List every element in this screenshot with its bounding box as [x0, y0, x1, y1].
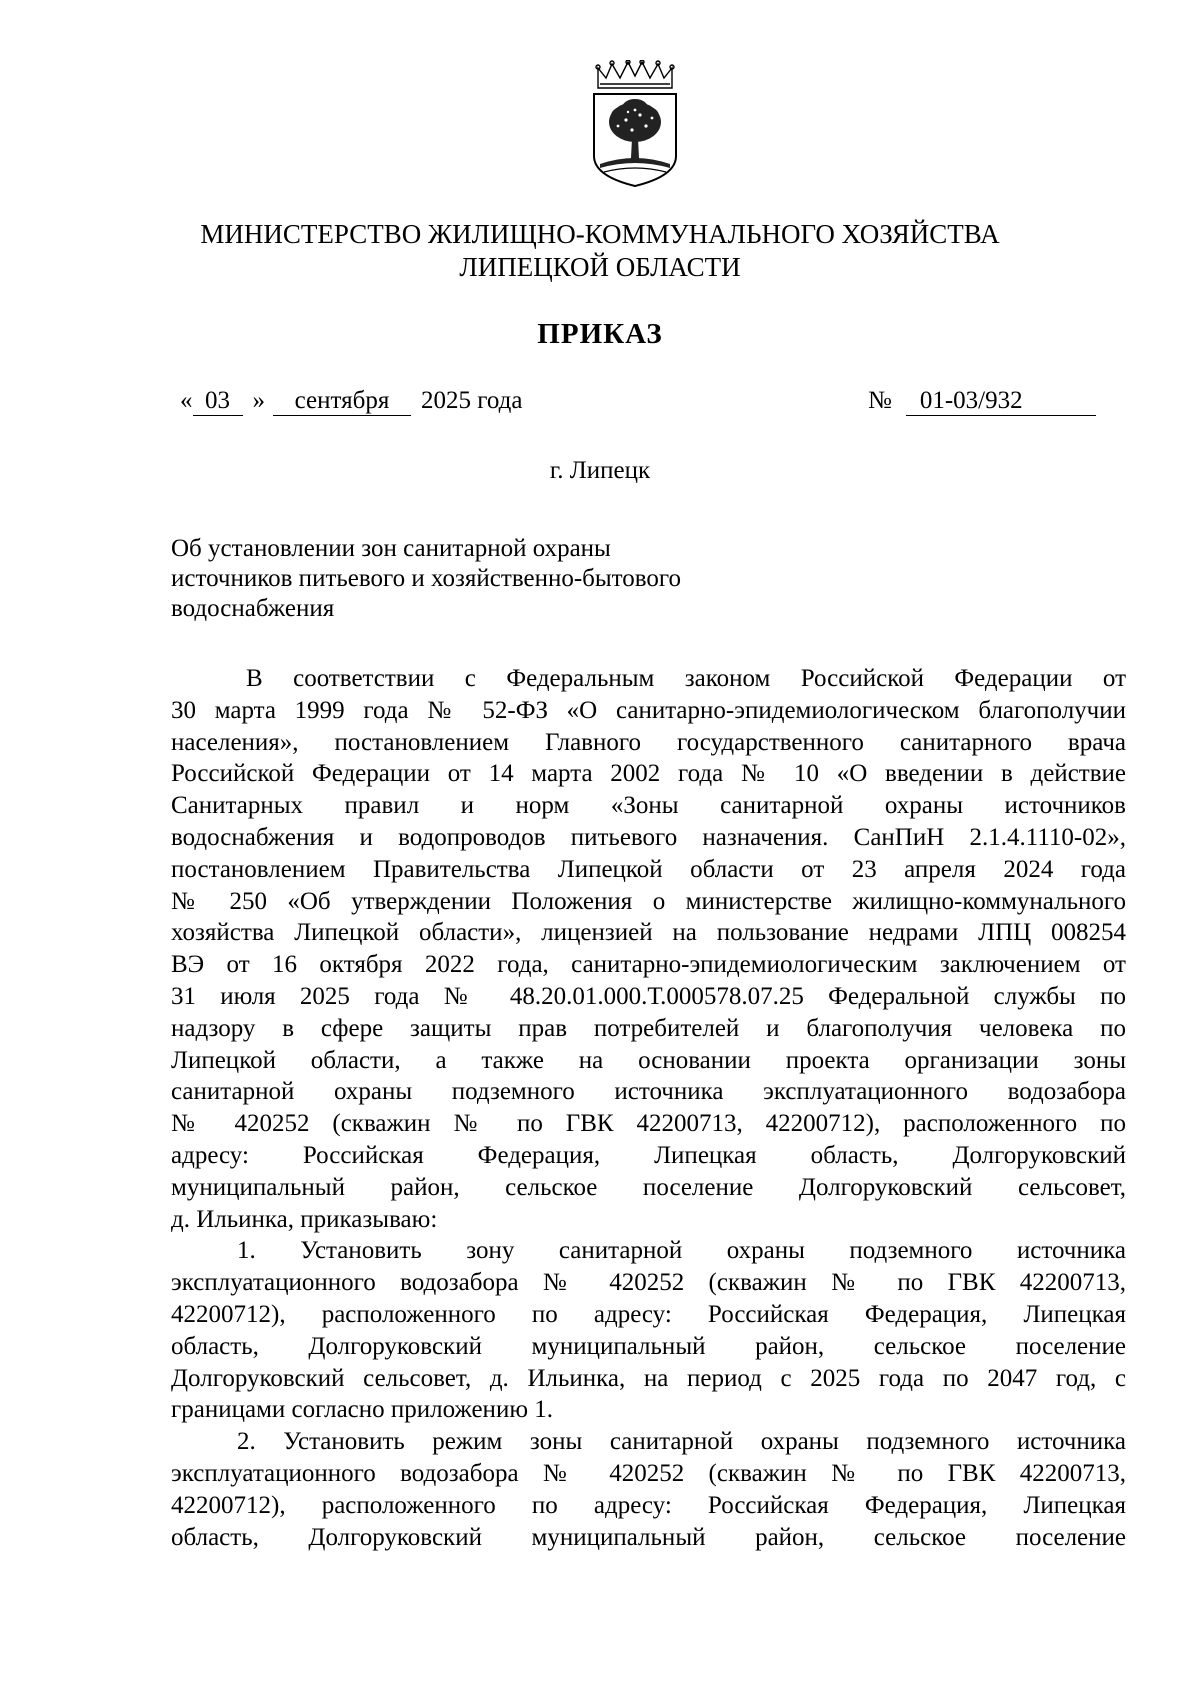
body-line: постановлением Правительства Липецкой области от 23 апреля 2024 года — [171, 855, 1126, 883]
body-line: надзору в сфере защиты прав потребителей и благополучия человека по — [171, 1014, 1126, 1042]
body-line: эксплуатационного водозабора № 420252 (скважин № по ГВК 42200713, — [171, 1269, 1126, 1297]
body-line: область, Долгоруковский муниципальный район, сельское поселение — [171, 1332, 1126, 1360]
body-line: Российской Федерации от 14 марта 2002 года № 10 «О введении в действие — [171, 760, 1126, 788]
body-line: Санитарных правил и норм «Зоны санитарной охраны источников — [171, 792, 1126, 820]
body-line: № 420252 (скважин № по ГВК 42200713, 42200712), расположенного по — [171, 1110, 1126, 1138]
order-number — [868, 386, 1096, 416]
body-line: В соответствии с Федеральным законом Российской Федерации от — [246, 665, 1126, 692]
ministry-name-line1: МИНИСТЕРСТВО ЖИЛИЩНО-КОММУНАЛЬНОГО ХОЗЯЙСТВА — [200, 219, 1000, 249]
body-line: Липецкой области, а также на основании проекта организации зоны — [171, 1046, 1126, 1074]
body-line: область, Долгоруковский муниципальный район, сельское поселение — [171, 1523, 1126, 1551]
subject-line: источников питьевого и хозяйственно-бытового — [171, 565, 682, 592]
coat-of-arms-emblem — [588, 60, 682, 190]
date-month: сентября — [273, 387, 411, 416]
body-line: д. Ильинка, приказываю: — [171, 1205, 438, 1233]
order-date — [180, 386, 522, 416]
body-line: 42200712), расположенного по адресу: Российская Федерация, Липецкая — [171, 1300, 1126, 1328]
body-line: 31 июля 2025 года № 48.20.01.000.Т.000578.07.25 Федеральной службы по — [171, 982, 1126, 1010]
order-number-label: № — [868, 387, 892, 414]
body-line: ВЭ от 16 октября 2022 года, санитарно-эпидемиологическим заключением от — [171, 951, 1126, 979]
subject-line: водоснабжения — [171, 595, 335, 622]
body-line: хозяйства Липецкой области», лицензией на пользование недрами ЛПЦ 008254 — [171, 919, 1126, 947]
body-line: границами согласно приложению 1. — [171, 1396, 553, 1424]
body-line: адресу: Российская Федерация, Липецкая область, Долгоруковский — [171, 1141, 1126, 1169]
date-close-quote: » — [252, 387, 265, 414]
body-line: № 250 «Об утверждении Положения о министерстве жилищно-коммунального — [171, 887, 1126, 915]
body-line: санитарной охраны подземного источника эксплуатационного водозабора — [171, 1078, 1126, 1106]
body-line: муниципальный район, сельское поселение Долгоруковский сельсовет, — [171, 1173, 1126, 1201]
date-year: 2025 года — [421, 387, 523, 414]
document-title: ПРИКАЗ — [537, 318, 663, 350]
body-line: эксплуатационного водозабора № 420252 (скважин № по ГВК 42200713, — [171, 1459, 1126, 1487]
body-line: Долгоруковский сельсовет, д. Ильинка, на период с 2025 года по 2047 год, с — [171, 1364, 1126, 1392]
subject-line: Об установлении зон санитарной охраны — [171, 535, 611, 562]
order-body — [171, 663, 1126, 1553]
body-line: 1. Установить зону санитарной охраны подземного источника — [237, 1237, 1126, 1265]
city: г. Липецк — [549, 457, 651, 484]
date-open-quote: « — [180, 387, 193, 414]
ministry-name-line2: ЛИПЕЦКОЙ ОБЛАСТИ — [459, 252, 741, 282]
body-line: 42200712), расположенного по адресу: Российская Федерация, Липецкая — [171, 1491, 1126, 1519]
body-line: населения», постановлением Главного государственного санитарного врача — [171, 728, 1126, 756]
date-day: 03 — [193, 387, 243, 416]
order-number-value: 01-03/932 — [906, 387, 1096, 416]
body-line: водоснабжения и водопроводов питьевого назначения. СанПиН 2.1.4.1110-02», — [171, 823, 1126, 851]
body-line: 30 марта 1999 года № 52-ФЗ «О санитарно-эпидемиологическом благополучии — [171, 696, 1126, 724]
order-subject — [171, 534, 771, 624]
body-line: 2. Установить режим зоны санитарной охраны подземного источника — [237, 1428, 1126, 1456]
